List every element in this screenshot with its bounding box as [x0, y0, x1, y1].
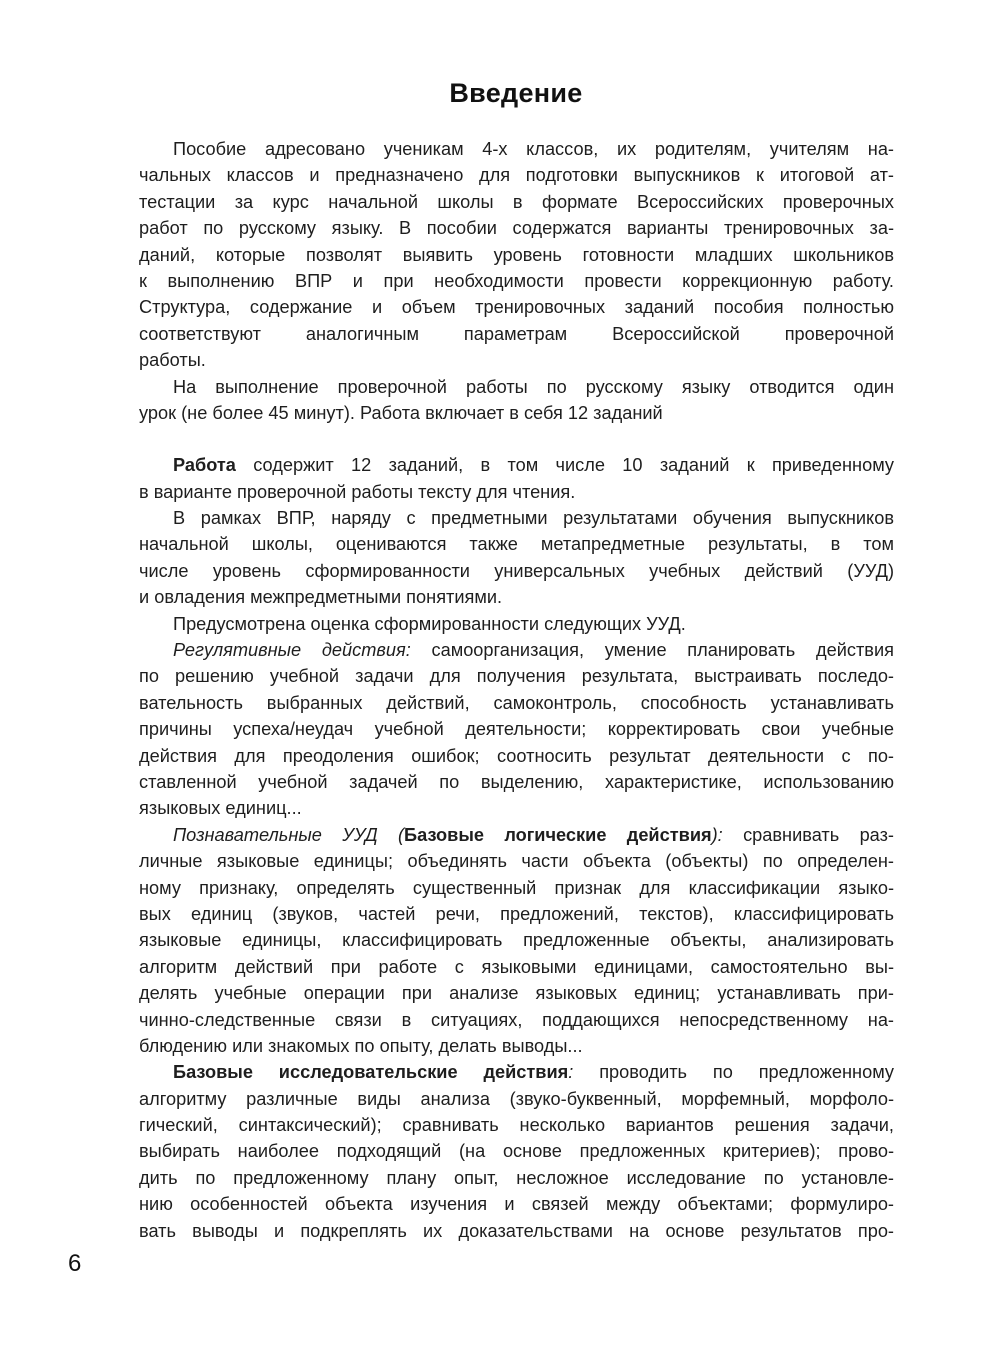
bold-term: Базовые исследовательские действия — [173, 1062, 569, 1083]
paragraph-vpr — [139, 505, 894, 611]
text-span: сравнивать раз- — [722, 824, 894, 845]
text-line: тестации за курс начальной школы в формате Всероссийских проверочных — [139, 191, 894, 212]
text-line: Пособие адресовано ученикам 4-х классов, их родителям, учителям на- — [173, 139, 894, 159]
text-line: языковые единицы, классифицировать предложенные объекты, анализировать — [139, 930, 894, 951]
text-line — [139, 822, 894, 848]
text-line — [139, 452, 894, 478]
text-line: и овладения межпредметными понятиями. — [139, 587, 503, 608]
text-line: блюдению или знакомых по опыту, делать выводы... — [139, 1035, 583, 1056]
text-line: числе уровень сформированности универсальных учебных действий (УУД) — [139, 560, 894, 581]
italic-term: Регулятивные действия: — [173, 640, 411, 661]
spacer — [139, 426, 894, 452]
italic-term: Познавательные УУД ( — [173, 824, 405, 845]
paragraph-duration — [139, 374, 894, 427]
text-line: причины успеха/неудач учебной деятельности; корректировать свои учебные — [139, 719, 894, 740]
text-line: алгоритм действий при работе с языковыми единицами, самостоятельно вы- — [139, 956, 894, 977]
italic-term: ): — [711, 824, 723, 845]
text-line: к выполнению ВПР и при необходимости провести коррекционную работу. — [139, 270, 894, 291]
page-title: Введение — [449, 78, 583, 108]
text-line: работы. — [139, 350, 206, 371]
text-span: проводить по предложенному — [573, 1062, 894, 1083]
text-line: языковых единиц... — [139, 798, 302, 819]
paragraph-cognitive — [139, 822, 894, 1060]
text-line: делять учебные операции при анализе языковых единиц; устанавливать при- — [139, 983, 894, 1004]
text-span: самоорганизация, умение планировать действия — [410, 640, 894, 661]
bold-term: Базовые логические действия — [404, 824, 712, 845]
text-line: действия для преодоления ошибок; соотносить результат деятельности с по- — [139, 745, 894, 766]
text-line: вых единиц (звуков, частей речи, предложений, текстов), классифицировать — [139, 903, 894, 924]
text-line: чальных классов и предназначено для подготовки выпускников к итоговой ат- — [139, 165, 894, 186]
paragraph-research — [139, 1059, 894, 1244]
text-line — [139, 1059, 894, 1085]
document-body — [139, 136, 894, 1244]
text-line: чинно-следственные связи в ситуациях, поддающихся непосредственному на- — [139, 1009, 894, 1030]
text-line: дить по предложенному плану опыт, несложное исследование по установле- — [139, 1167, 894, 1188]
text-line: Структура, содержание и объем тренировочных заданий пособия полностью — [139, 297, 894, 318]
text-line: начальной школы, оцениваются также метапредметные результаты, в том — [139, 534, 894, 555]
text-line: соответствуют аналогичным параметрам Всероссийской проверочной — [139, 323, 894, 344]
text-line: даний, которые позволят выявить уровень готовности младших школьников — [139, 244, 894, 265]
text-line: урок (не более 45 минут). Работа включает в себя 12 заданий — [139, 402, 663, 423]
text-line: личные языковые единицы; объединять части объекта (объекты) по определен- — [139, 851, 894, 872]
text-line: ставленной учебной задачей по выделению, характеристике, использованию — [139, 771, 894, 792]
text-line: ному признаку, определять существенный признак для классификации языко- — [139, 877, 894, 898]
text-line: выбирать наиболее подходящий (на основе предложенных критериев); прово- — [139, 1141, 894, 1162]
paragraph-regulative — [139, 637, 894, 822]
text-line: по решению учебной задачи для получения результата, выстраивать последо- — [139, 666, 894, 687]
text-line: в варианте проверочной работы тексту для чтения. — [139, 481, 576, 502]
text-span: содержит 12 заданий, в том числе 10 заданий к приведенному — [235, 455, 894, 476]
text-line: нию особенностей объекта изучения и связей между объектами; формулиро- — [139, 1194, 894, 1215]
text-line: На выполнение проверочной работы по русскому языку отводится один — [173, 376, 894, 397]
page-number: 6 — [68, 1250, 82, 1277]
text-line: В рамках ВПР, наряду с предметными результатами обучения выпускников — [173, 508, 894, 529]
bold-term: Работа — [173, 455, 236, 476]
text-line: алгоритму различные виды анализа (звуко-буквенный, морфемный, морфоло- — [139, 1088, 894, 1109]
text-line: работ по русскому языку. В пособии содержатся варианты тренировочных за- — [139, 218, 894, 239]
paragraph-uud — [139, 611, 894, 637]
italic-term: : — [568, 1062, 574, 1083]
paragraph-intro — [139, 136, 894, 374]
paragraph-tasks — [139, 452, 894, 505]
text-line: Предусмотрена оценка сформированности следующих УУД. — [173, 613, 686, 634]
text-line: вательность выбранных действий, самоконтроль, способность устанавливать — [139, 692, 894, 713]
text-line — [139, 637, 894, 663]
text-line: вать выводы и подкреплять их доказательствами на основе результатов про- — [139, 1220, 894, 1241]
text-line: гический, синтаксический); сравнивать несколько вариантов решения задачи, — [139, 1115, 894, 1136]
